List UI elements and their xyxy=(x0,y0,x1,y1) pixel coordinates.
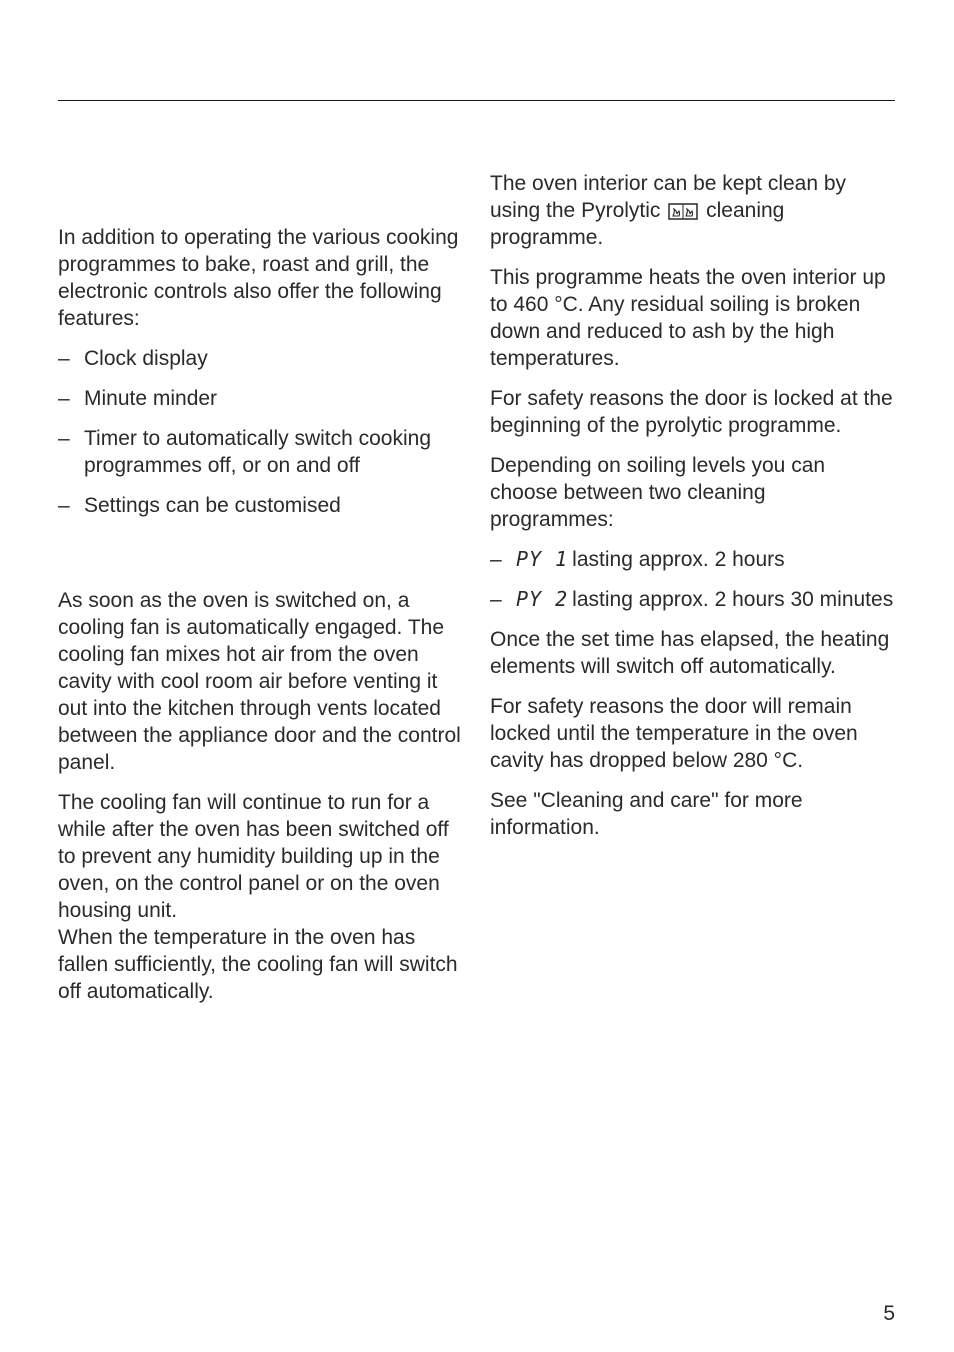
list-dash: – xyxy=(58,427,70,450)
list-item: – PY 2 lasting approx. 2 hours 30 minutes xyxy=(490,587,894,611)
header-rule xyxy=(58,100,895,101)
pyrolytic-intro: The oven interior can be kept clean by using the Pyrolytic cleaning programme. xyxy=(490,172,847,249)
list-dash: – xyxy=(490,548,502,571)
features-intro: In addition to operating the various cooking programmes to bake, roast and grill, the electronic controls also offer the following features: xyxy=(58,226,459,330)
cleaning-programmes-list xyxy=(490,546,895,613)
list-dash: – xyxy=(58,347,70,370)
list-item: – Clock display xyxy=(58,347,208,370)
section-gap xyxy=(58,532,468,587)
list-item: – Settings can be customised xyxy=(58,494,341,517)
list-item: – Timer to automatically switch cooking programmes off, or on and off xyxy=(58,427,432,477)
programme-code: PY 2 xyxy=(516,587,569,611)
cooling-fan-run-on-paragraph: The cooling fan will continue to run for a while after the oven has been switched off to prevent any humidity building up in the oven, on the control panel or on the oven housing unit. When the temperature in the oven has fallen sufficiently, the cooling fan will switch off automatically. xyxy=(58,791,458,1003)
programme-code: PY 1 xyxy=(516,547,569,571)
door-lock-paragraph: For safety reasons the door is locked at the beginning of the pyrolytic programme. xyxy=(490,387,893,437)
features-list xyxy=(58,345,468,519)
door-remain-locked-paragraph: For safety reasons the door will remain locked until the temperature in the oven cavity has dropped below 280 °C. xyxy=(490,695,858,772)
elapsed-paragraph: Once the set time has elapsed, the heating elements will switch off automatically. xyxy=(490,628,890,678)
list-item: – Minute minder xyxy=(58,387,218,410)
pyrolytic-symbol-icon xyxy=(668,203,698,220)
heat-paragraph: This programme heats the oven interior up to 460 °C. Any residual soiling is broken down and reduced to ash by the high temperatures. xyxy=(490,266,886,370)
see-also-paragraph: See "Cleaning and care" for more information. xyxy=(490,789,803,839)
cooling-fan-paragraph: As soon as the oven is switched on, a cooling fan is automatically engaged. The cooling fan mixes hot air from the oven cavity with cool room air before venting it out into the kitchen through vents located between the appliance door and the control panel. xyxy=(58,589,461,774)
page-number: 5 xyxy=(883,1302,895,1325)
right-column xyxy=(490,170,895,854)
list-dash: – xyxy=(58,387,70,410)
left-column xyxy=(58,224,468,1018)
choose-programme-paragraph: Depending on soiling levels you can choose between two cleaning programmes: xyxy=(490,454,826,531)
list-dash: – xyxy=(490,588,502,611)
list-item: – PY 1 lasting approx. 2 hours xyxy=(490,547,785,571)
list-dash: – xyxy=(58,494,70,517)
